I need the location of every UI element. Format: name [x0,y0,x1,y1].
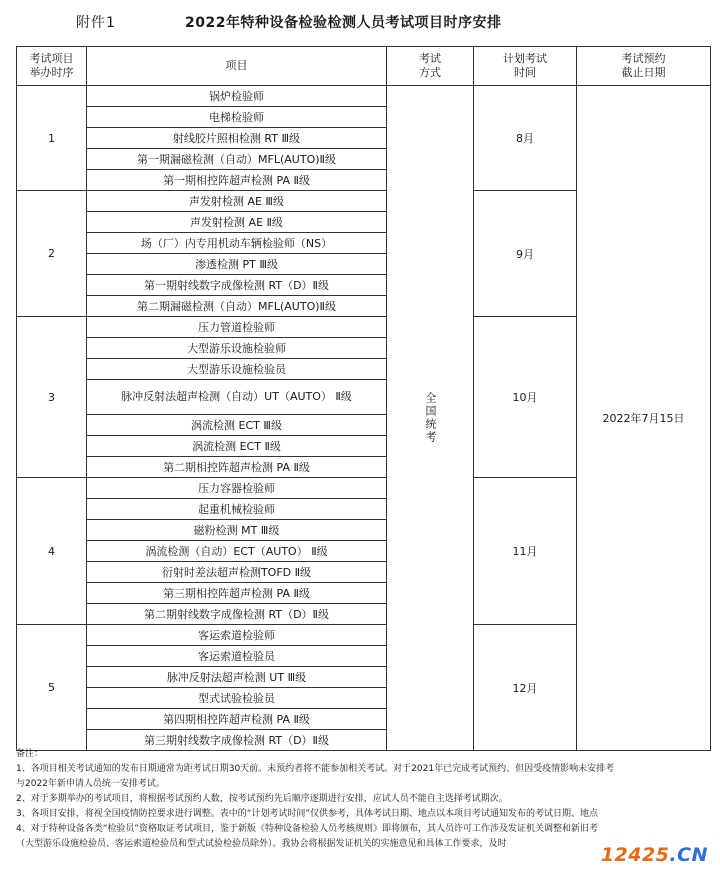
exam-method-text: 全国统考 [424,392,437,444]
item-cell: 第三期射线数字成像检测 RT（D）Ⅱ级 [87,730,387,751]
note-line: 4、对于特种设备各类“检验员”资格取证考试项目，鉴于新版《特种设备检验人员考核规则》即将颁布，其人员许可工作涉及发证机关调整和新旧考 [16,824,599,834]
item-cell: 第二期相控阵超声检测 PA Ⅱ级 [87,457,387,478]
col-header-item [87,47,387,86]
item-cell: 第三期相控阵超声检测 PA Ⅱ级 [87,583,387,604]
note-line: 3、各项目安排，将视全国疫情防控要求进行调整。表中的“计划考试时间”仅供参考，具体考试日期、地点以本项目考试通知发布的考试日期、地点 [16,809,599,819]
item-cell: 客运索道检验师 [87,625,387,646]
exam-method-cell [387,86,474,751]
sequence-cell: 3 [17,317,87,478]
col-header-text: 计划考试 时间 [503,52,547,79]
note-line: 与2022年新申请人员统一安排考试。 [16,779,165,789]
item-cell: 第四期相控阵超声检测 PA Ⅱ级 [87,709,387,730]
month-cell: 10月 [474,317,577,478]
watermark-domain: CN [677,844,708,866]
note-line: （大型游乐设施检验员、客运索道检验员和型式试验检验员除外）。我协会将根据发证机关的实施意见和具体工作要求，及时 [16,839,507,849]
item-cell: 压力容器检验师 [87,478,387,499]
item-cell: 脉冲反射法超声检测 UT Ⅲ级 [87,667,387,688]
item-cell: 压力管道检验师 [87,317,387,338]
item-cell: 客运索道检验员 [87,646,387,667]
month-cell: 9月 [474,191,577,317]
watermark-number: 12425 [600,844,670,866]
item-cell: 第一期漏磁检测（自动）MFL(AUTO)Ⅱ级 [87,149,387,170]
month-cell: 11月 [474,478,577,625]
col-header-method [387,47,474,86]
sequence-cell: 5 [17,625,87,751]
item-cell: 渗透检测 PT Ⅲ级 [87,254,387,275]
item-cell: 射线胶片照相检测 RT Ⅲ级 [87,128,387,149]
item-cell: 声发射检测 AE Ⅱ级 [87,212,387,233]
sequence-cell: 2 [17,191,87,317]
month-cell: 12月 [474,625,577,751]
col-header-text: 考试 方式 [419,52,441,79]
item-cell: 第一期射线数字成像检测 RT（D）Ⅱ级 [87,275,387,296]
col-header-text: 考试预约 截止日期 [621,52,666,79]
col-header-text: 考试项目 举办时序 [29,52,74,79]
page-title: 2022年特种设备检验检测人员考试项目时序安排 [185,15,502,31]
item-cell: 脉冲反射法超声检测（自动）UT（AUTO） Ⅱ级 [87,380,387,415]
item-cell: 电梯检验师 [87,107,387,128]
item-cell: 磁粉检测 MT Ⅲ级 [87,520,387,541]
sequence-cell: 1 [17,86,87,191]
notes-section [16,747,720,852]
month-cell: 8月 [474,86,577,191]
item-cell: 第二期漏磁检测（自动）MFL(AUTO)Ⅱ级 [87,296,387,317]
note-line: 1、各项目相关考试通知的发布日期通常为距考试日期30天前。未预约者将不能参加相关考试。对于2021年已完成考试预约、但因受疫情影响未安排考 [16,764,615,774]
note-line: 2、对于多期举办的考试项目，将根据考试预约人数，按考试预约先后顺序逐期进行安排，应试人员不能自主选择考试期次。 [16,794,508,804]
attachment-label: 附件1 [76,15,116,31]
col-header-sequence [17,47,87,86]
item-cell: 起重机械检验师 [87,499,387,520]
sequence-cell: 4 [17,478,87,625]
item-cell: 场（厂）内专用机动车辆检验师（NS） [87,233,387,254]
item-cell: 第二期射线数字成像检测 RT（D）Ⅱ级 [87,604,387,625]
table-header-row [17,47,711,86]
col-header-text: 项目 [225,59,248,72]
col-header-deadline [577,47,711,86]
table-row [17,86,711,107]
watermark-dot: . [669,844,678,866]
col-header-planned-time [474,47,577,86]
item-cell: 大型游乐设施检验员 [87,359,387,380]
site-watermark [601,844,708,866]
item-cell: 第一期相控阵超声检测 PA Ⅱ级 [87,170,387,191]
item-cell: 涡流检测（自动）ECT（AUTO） Ⅱ级 [87,541,387,562]
item-cell: 大型游乐设施检验师 [87,338,387,359]
item-cell: 衍射时差法超声检测TOFD Ⅱ级 [87,562,387,583]
item-cell: 涡流检测 ECT Ⅱ级 [87,436,387,457]
deadline-cell: 2022年7月15日 [577,86,711,751]
item-cell: 型式试验检验员 [87,688,387,709]
note-line: 备注： [16,749,44,759]
item-cell: 锅炉检验师 [87,86,387,107]
schedule-table [16,46,711,751]
item-cell: 涡流检测 ECT Ⅲ级 [87,415,387,436]
item-cell: 声发射检测 AE Ⅲ级 [87,191,387,212]
